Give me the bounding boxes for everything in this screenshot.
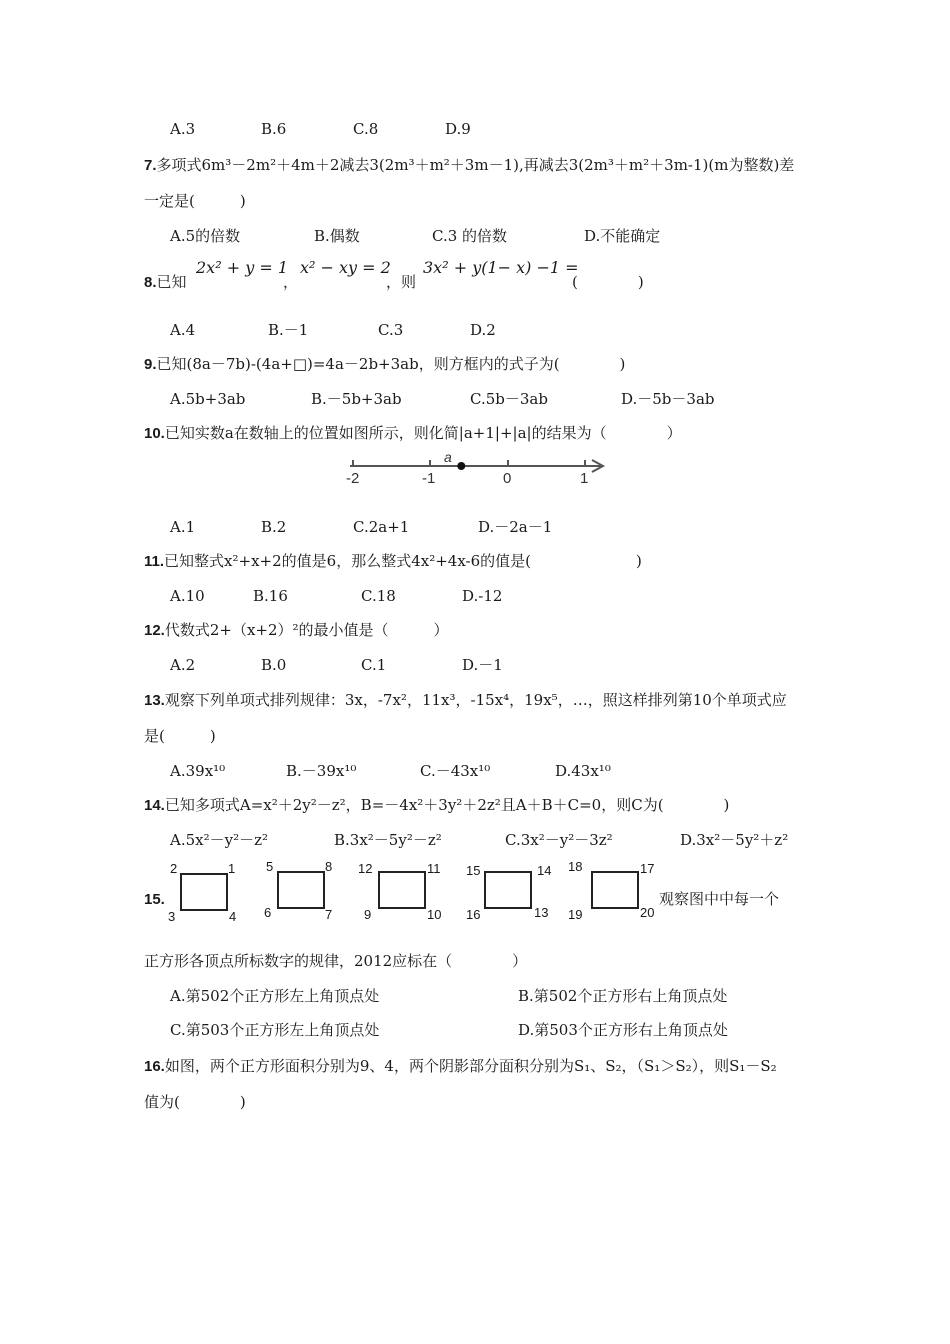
q13-option-c: C.－43x¹⁰ <box>420 762 491 780</box>
q11-line <box>144 551 642 572</box>
number-line-figure <box>340 448 610 490</box>
q8-number: 8. <box>144 274 157 291</box>
q16-line2: 值为( ) <box>144 1093 246 1111</box>
square-3-top-left: 12 <box>358 861 373 876</box>
q16-line1 <box>144 1056 777 1077</box>
square-4-top-left: 15 <box>466 863 481 878</box>
q9-option-b: B.－5b+3ab <box>311 390 402 408</box>
q7-option-c: C.3 的倍数 <box>432 227 508 245</box>
q13-number: 13. <box>144 692 165 709</box>
q15-option-c: C.第503个正方形左上角顶点处 <box>170 1021 380 1039</box>
q13-option-d: D.43x¹⁰ <box>555 762 611 780</box>
square-5-bottom-left: 19 <box>568 907 583 922</box>
square-5 <box>591 871 639 909</box>
q11-option-c: C.18 <box>361 587 396 605</box>
square-1-top-right: 1 <box>228 861 236 876</box>
q7-line2: 一定是( ) <box>144 192 246 210</box>
q13-text: 观察下列单项式排列规律：3x，-7x²，11x³，-15x⁴，19x⁵，…，照这样排列第10个单项式应 <box>164 691 787 709</box>
q8-separator-1: ， <box>283 273 299 291</box>
square-1-bottom-right: 4 <box>229 909 237 924</box>
q15-option-d: D.第503个正方形右上角顶点处 <box>518 1021 728 1039</box>
q7-option-b: B.偶数 <box>314 227 360 245</box>
q9-line <box>144 354 625 375</box>
q10-option-a: A.1 <box>170 518 196 536</box>
q16-number: 16. <box>144 1058 165 1075</box>
q8-number-prefix <box>144 272 187 293</box>
square-2-bottom-left: 6 <box>264 905 272 920</box>
q6-option-b: B.6 <box>261 120 287 138</box>
q13-line2: 是( ) <box>144 727 216 745</box>
point-a-label: a <box>444 449 452 465</box>
q9-number: 9. <box>144 356 157 373</box>
square-4-top-right: 14 <box>537 863 552 878</box>
tick-label: 1 <box>580 470 589 487</box>
q15-option-a: A.第502个正方形左上角顶点处 <box>170 987 380 1005</box>
square-2 <box>277 871 325 909</box>
q11-text: 已知整式x²+x+2的值是6，那么整式4x²+4x-6的值是( ) <box>164 552 642 570</box>
q8-option-b: B.－1 <box>268 321 309 339</box>
q8-equation-1: 2x² + y = 1 <box>196 258 288 277</box>
square-5-top-right: 17 <box>640 861 655 876</box>
square-2-bottom-right: 7 <box>325 907 333 922</box>
q8-separator-2: ，则 <box>386 273 417 291</box>
square-1 <box>180 873 228 911</box>
q14-option-d: D.3x²－5y²＋z² <box>680 831 789 849</box>
q16-text: 如图，两个正方形面积分别为9、4，两个阴影部分面积分别为S₁、S₂，（S₁＞S₂），则S₁－S₂ <box>164 1057 777 1075</box>
square-3-bottom-right: 10 <box>427 907 442 922</box>
q8-answer-paren: ( ) <box>572 273 644 291</box>
q10-option-b: B.2 <box>261 518 287 536</box>
q12-option-a: A.2 <box>170 656 196 674</box>
q12-option-d: D.－1 <box>462 656 503 674</box>
q14-text: 已知多项式A=x²＋2y²－z²，B=－4x²＋3y²＋2z²且A＋B＋C=0，则C为( ) <box>164 796 730 814</box>
q11-number: 11. <box>144 553 165 570</box>
tick-label: -2 <box>346 470 360 487</box>
q15-number <box>144 889 165 910</box>
q7-option-d: D.不能确定 <box>584 227 661 245</box>
q7-option-a: A.5的倍数 <box>170 227 241 245</box>
square-4-bottom-right: 13 <box>534 905 549 920</box>
q6-option-d: D.9 <box>445 120 471 138</box>
q6-option-c: C.8 <box>353 120 379 138</box>
q11-option-d: D.-12 <box>462 587 503 605</box>
q15-option-b: B.第502个正方形右上角顶点处 <box>518 987 728 1005</box>
q15-line2: 正方形各顶点所标数字的规律，2012应标在（ ） <box>144 952 528 970</box>
q8-prefix: 已知 <box>156 273 187 291</box>
q14-option-b: B.3x²－5y²－z² <box>334 831 442 849</box>
q7-line1 <box>144 155 794 176</box>
q7-text: 多项式6m³－2m²＋4m＋2减去3(2m³＋m²＋3m－1),再减去3(2m³＋m²＋3m-1)(m为整数)差 <box>156 156 795 174</box>
square-3 <box>378 871 426 909</box>
q12-option-c: C.1 <box>361 656 387 674</box>
q10-option-c: C.2a+1 <box>353 518 410 536</box>
point-a <box>457 462 465 470</box>
q10-line <box>144 423 682 444</box>
q9-option-d: D.－5b－3ab <box>621 390 715 408</box>
square-3-top-right: 11 <box>427 861 441 876</box>
q9-option-a: A.5b+3ab <box>170 390 246 408</box>
q11-option-a: A.10 <box>170 587 205 605</box>
q8-option-c: C.3 <box>378 321 404 339</box>
q15-text-tail: 观察图中中每一个 <box>659 890 780 908</box>
square-1-bottom-left: 3 <box>168 909 176 924</box>
square-4 <box>484 871 532 909</box>
tick-label: 0 <box>503 470 512 487</box>
q8-equation-3: 3x² + y(1− x) −1 = <box>423 258 579 277</box>
q12-text: 代数式2+（x+2）²的最小值是（ ） <box>164 621 449 639</box>
q15-number-label: 15. <box>144 891 165 908</box>
q13-option-a: A.39x¹⁰ <box>170 762 226 780</box>
square-2-top-left: 5 <box>266 859 274 874</box>
q9-text: 已知(8a－7b)-(4a+□)=4a－2b+3ab，则方框内的式子为( ) <box>156 355 626 373</box>
q10-number: 10. <box>144 425 165 442</box>
q14-line <box>144 795 729 816</box>
square-5-top-left: 18 <box>568 859 583 874</box>
q7-number: 7. <box>144 157 157 174</box>
tick-label: -1 <box>422 470 436 487</box>
square-3-bottom-left: 9 <box>364 907 372 922</box>
q10-option-d: D.－2a－1 <box>478 518 553 536</box>
q12-line <box>144 620 449 641</box>
q10-text: 已知实数a在数轴上的位置如图所示，则化简|a+1|+|a|的结果为（ ） <box>164 424 682 442</box>
q13-line1 <box>144 690 787 711</box>
q12-number: 12. <box>144 622 165 639</box>
q8-equation-2: x² − xy = 2 <box>300 258 391 277</box>
q11-option-b: B.16 <box>253 587 288 605</box>
q6-option-a: A.3 <box>170 120 196 138</box>
square-1-top-left: 2 <box>170 861 178 876</box>
q14-number: 14. <box>144 797 165 814</box>
q14-option-a: A.5x²－y²－z² <box>170 831 269 849</box>
square-4-bottom-left: 16 <box>466 907 481 922</box>
q13-option-b: B.－39x¹⁰ <box>286 762 357 780</box>
q12-option-b: B.0 <box>261 656 287 674</box>
q14-option-c: C.3x²－y²－3z² <box>505 831 613 849</box>
square-2-top-right: 8 <box>325 859 333 874</box>
square-5-bottom-right: 20 <box>640 905 655 920</box>
q8-option-a: A.4 <box>170 321 196 339</box>
q9-option-c: C.5b－3ab <box>470 390 548 408</box>
q8-option-d: D.2 <box>470 321 496 339</box>
